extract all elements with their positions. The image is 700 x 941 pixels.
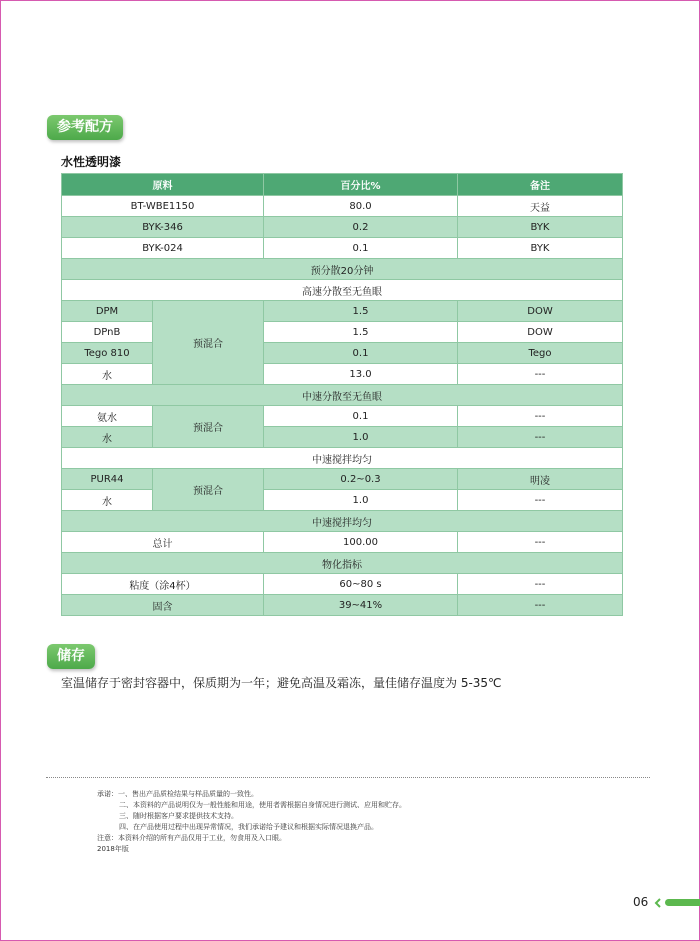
premix-cell: 预混合 bbox=[153, 406, 264, 448]
material-cell: BYK-346 bbox=[62, 217, 264, 238]
note-cell: --- bbox=[458, 532, 623, 553]
table-row bbox=[62, 322, 623, 343]
formula-table bbox=[61, 173, 623, 616]
material-cell: 水 bbox=[62, 364, 153, 385]
note-cell: --- bbox=[458, 595, 623, 616]
material-cell: BYK-024 bbox=[62, 238, 264, 259]
percent-cell: 100.00 bbox=[264, 532, 458, 553]
note-cell: --- bbox=[458, 490, 623, 511]
premix-cell: 预混合 bbox=[153, 301, 264, 385]
percent-cell: 1.0 bbox=[264, 427, 458, 448]
material-cell: PUR44 bbox=[62, 469, 153, 490]
chevron-left-icon bbox=[653, 898, 663, 908]
storage-text: 室温储存于密封容器中，保质期为一年；避免高温及霜冻，量佳储存温度为 5-35℃ bbox=[61, 676, 502, 690]
percent-cell: 1.0 bbox=[264, 490, 458, 511]
step-cell: 高速分散至无鱼眼 bbox=[62, 280, 623, 301]
note-cell: --- bbox=[458, 364, 623, 385]
table-row bbox=[62, 343, 623, 364]
footnotes bbox=[97, 789, 406, 855]
table-row bbox=[62, 238, 623, 259]
percent-cell: 60~80 s bbox=[264, 574, 458, 595]
step-row bbox=[62, 259, 623, 280]
note-cell: DOW bbox=[458, 301, 623, 322]
section-heading-formula: 参考配方 bbox=[47, 115, 123, 140]
material-cell: 水 bbox=[62, 490, 153, 511]
section-heading-storage: 储存 bbox=[47, 644, 95, 669]
step-row bbox=[62, 511, 623, 532]
total-label: 总计 bbox=[62, 532, 264, 553]
footnote-line: 二、本资料的产品说明仅为一般性能和用途，使用者需根据自身情况进行测试、应用和贮存。 bbox=[119, 801, 406, 809]
property-label: 固含 bbox=[62, 595, 264, 616]
property-label: 粘度（涂4杯） bbox=[62, 574, 264, 595]
footnote-line: 注意：本资料介绍的所有产品仅用于工业，勿食用及入口眼。 bbox=[97, 834, 286, 842]
percent-cell: 0.1 bbox=[264, 406, 458, 427]
material-cell: DPnB bbox=[62, 322, 153, 343]
step-cell: 中速搅拌均匀 bbox=[62, 448, 623, 469]
step-row bbox=[62, 385, 623, 406]
percent-cell: 1.5 bbox=[264, 322, 458, 343]
divider bbox=[46, 777, 650, 778]
footnote-line: 三、随时根据客户要求提供技术支持。 bbox=[119, 812, 238, 820]
step-cell: 中速分散至无鱼眼 bbox=[62, 385, 623, 406]
material-cell: 氨水 bbox=[62, 406, 153, 427]
table-row bbox=[62, 469, 623, 490]
premix-cell: 预混合 bbox=[153, 469, 264, 511]
header-material: 原料 bbox=[62, 174, 264, 196]
percent-cell: 0.2 bbox=[264, 217, 458, 238]
footnote-line: 承诺：一、售出产品质检结果与样品质量的一致性。 bbox=[97, 790, 258, 798]
table-row bbox=[62, 490, 623, 511]
percent-cell: 0.1 bbox=[264, 238, 458, 259]
table-row bbox=[62, 427, 623, 448]
note-cell: BYK bbox=[458, 217, 623, 238]
header-percent: 百分比% bbox=[264, 174, 458, 196]
percent-cell: 1.5 bbox=[264, 301, 458, 322]
footnote-line: 2018年版 bbox=[97, 845, 129, 853]
note-cell: BYK bbox=[458, 238, 623, 259]
material-cell: DPM bbox=[62, 301, 153, 322]
note-cell: 明凌 bbox=[458, 469, 623, 490]
material-cell: Tego 810 bbox=[62, 343, 153, 364]
percent-cell: 0.2~0.3 bbox=[264, 469, 458, 490]
table-row bbox=[62, 196, 623, 217]
note-cell: --- bbox=[458, 574, 623, 595]
percent-cell: 13.0 bbox=[264, 364, 458, 385]
step-row bbox=[62, 280, 623, 301]
note-cell: --- bbox=[458, 406, 623, 427]
step-cell: 预分散20分钟 bbox=[62, 259, 623, 280]
total-row bbox=[62, 532, 623, 553]
note-cell: DOW bbox=[458, 322, 623, 343]
table-header-row bbox=[62, 174, 623, 196]
page-accent-bar bbox=[665, 899, 700, 906]
step-cell: 中速搅拌均匀 bbox=[62, 511, 623, 532]
table-title: 水性透明漆 bbox=[61, 155, 122, 169]
note-cell: Tego bbox=[458, 343, 623, 364]
percent-cell: 39~41% bbox=[264, 595, 458, 616]
table-row bbox=[62, 217, 623, 238]
table-row bbox=[62, 301, 623, 322]
note-cell: --- bbox=[458, 427, 623, 448]
step-cell: 物化指标 bbox=[62, 553, 623, 574]
material-cell: 水 bbox=[62, 427, 153, 448]
property-row bbox=[62, 574, 623, 595]
table-row bbox=[62, 406, 623, 427]
step-row bbox=[62, 448, 623, 469]
percent-cell: 0.1 bbox=[264, 343, 458, 364]
note-cell: 天益 bbox=[458, 196, 623, 217]
header-note: 备注 bbox=[458, 174, 623, 196]
footnote-line: 四、在产品使用过程中出现异常情况，我们承诺给予建议和根据实际情况退换产品。 bbox=[119, 823, 378, 831]
page-number: 06 bbox=[633, 895, 649, 909]
property-row bbox=[62, 595, 623, 616]
step-row bbox=[62, 553, 623, 574]
material-cell: BT-WBE1150 bbox=[62, 196, 264, 217]
table-row bbox=[62, 364, 623, 385]
percent-cell: 80.0 bbox=[264, 196, 458, 217]
